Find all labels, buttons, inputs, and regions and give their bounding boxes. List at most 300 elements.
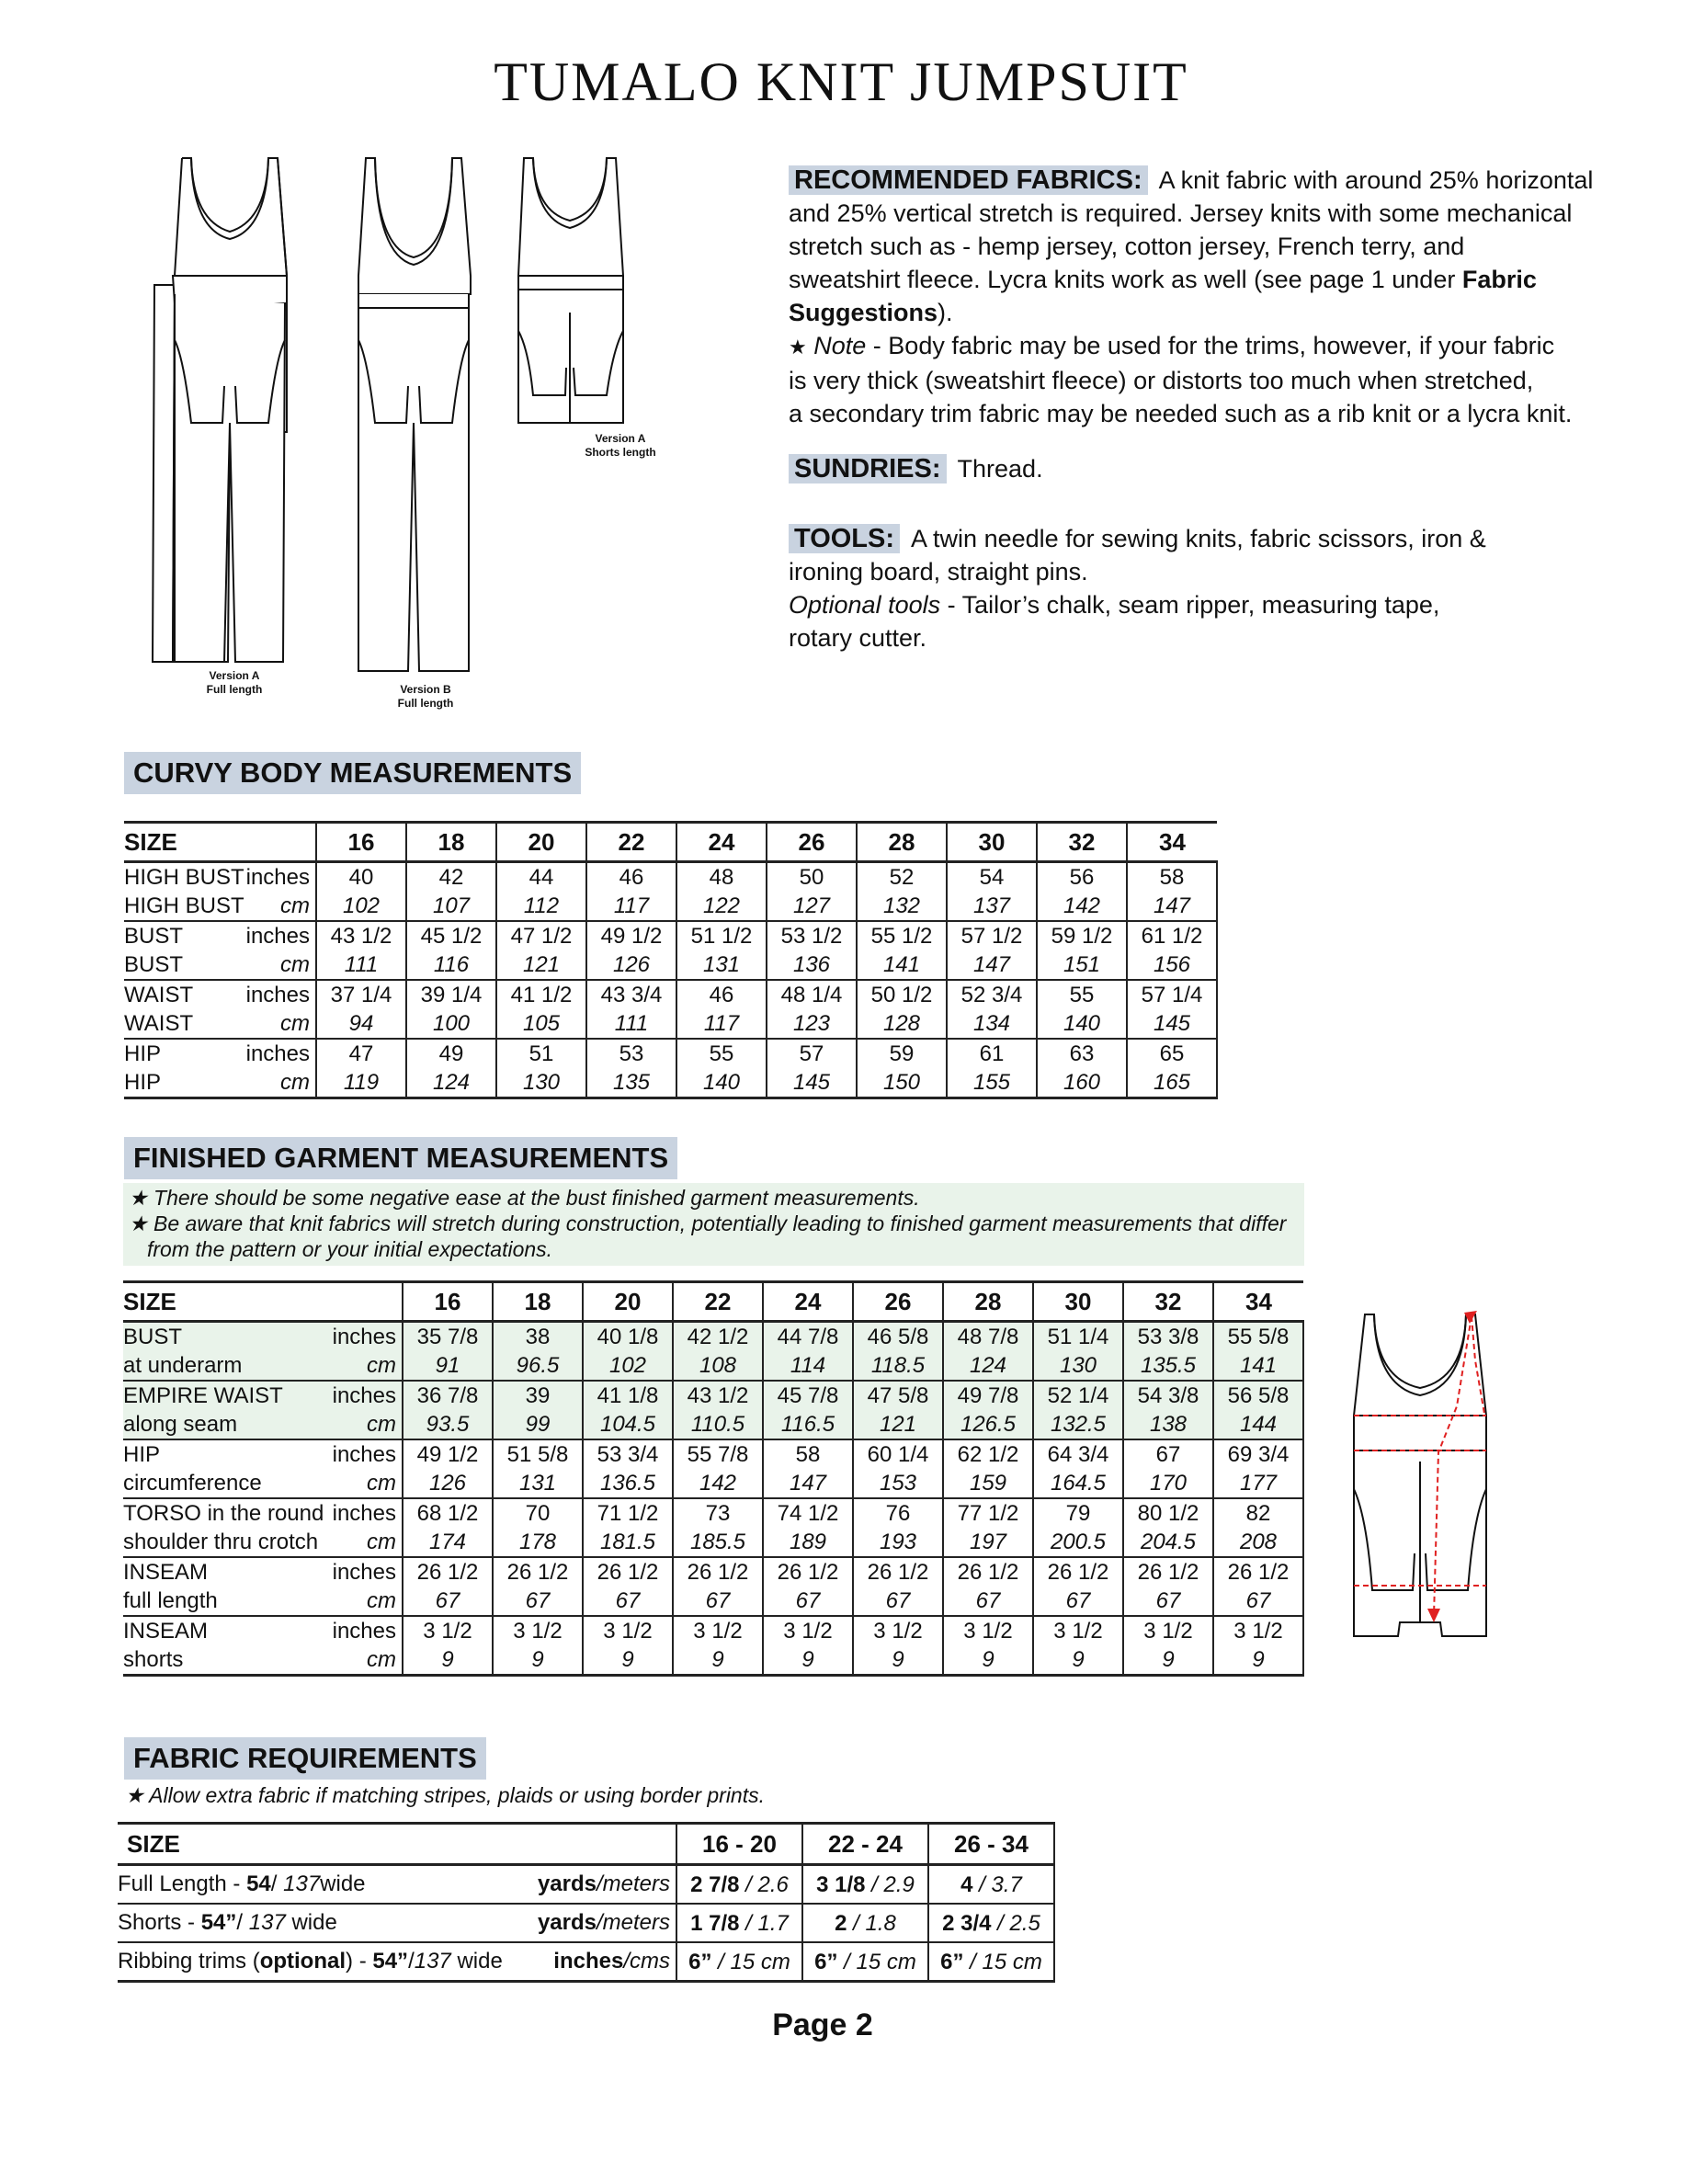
cell-value: 41 1/8: [583, 1381, 673, 1410]
cell-value: 50 1/2: [857, 980, 947, 1009]
cell-value: 55 7/8: [673, 1439, 763, 1469]
cell-value: 67: [583, 1587, 673, 1616]
row-unit: cm: [330, 1528, 403, 1557]
row-unit: inches: [245, 864, 310, 890]
cell-value: 61: [947, 1039, 1037, 1068]
cell-value: 67: [673, 1587, 763, 1616]
table-row: [123, 1410, 1303, 1439]
cell-value: 104.5: [583, 1410, 673, 1439]
cell-value: 114: [763, 1351, 853, 1381]
row-label: WAIST: [124, 982, 194, 1007]
table-row: [123, 1528, 1303, 1557]
cell-value: 185.5: [673, 1528, 763, 1557]
cell-value: 136: [767, 950, 857, 980]
cell-value: 134: [947, 1009, 1037, 1039]
cell-value: 67: [1123, 1439, 1213, 1469]
cell-value: 100: [406, 1009, 496, 1039]
cell-value: 138: [1123, 1410, 1213, 1439]
cell-value: 82: [1213, 1498, 1303, 1528]
cell-value: 123: [767, 1009, 857, 1039]
cell-value: 118.5: [853, 1351, 943, 1381]
cell-value: 26 1/2: [1033, 1557, 1123, 1587]
cell-value: 200.5: [1033, 1528, 1123, 1557]
row-label: EMPIRE WAIST: [123, 1381, 330, 1410]
fabric-row-label: Full Length - 54/ 137wide: [118, 1871, 366, 1896]
cell-value: 38: [493, 1322, 583, 1352]
row-unit: inches: [332, 1618, 396, 1644]
cell-value: 112: [496, 892, 586, 921]
cell-value: 204.5: [1123, 1528, 1213, 1557]
page-title: TUMALO KNIT JUMPSUIT: [494, 51, 1188, 112]
cell-value: 56: [1037, 862, 1127, 893]
cell-value: 57: [767, 1039, 857, 1068]
cell-value: 107: [406, 892, 496, 921]
cell-value: 42 1/2: [673, 1322, 763, 1352]
cell-value: 49: [406, 1039, 496, 1068]
cell-value: 142: [1037, 892, 1127, 921]
table-row: [124, 1039, 1217, 1068]
row-label: HIP: [123, 1441, 161, 1467]
cell-value: 26 1/2: [583, 1557, 673, 1587]
cell-value: 208: [1213, 1528, 1303, 1557]
table-row: [124, 862, 1217, 893]
fabric-note: ★ Allow extra fabric if matching stripes, plaids or using border prints.: [125, 1783, 765, 1807]
table-row: [124, 921, 1217, 950]
cell-value: 26 1/2: [853, 1557, 943, 1587]
cell-value: 135.5: [1123, 1351, 1213, 1381]
table-row: [118, 1904, 1054, 1942]
cell-value: 26 1/2: [1213, 1557, 1303, 1587]
cell-value: 43 1/2: [316, 921, 406, 950]
cell-value: 130: [496, 1068, 586, 1098]
table-row: [124, 1009, 1217, 1039]
row-label: BUST: [124, 923, 184, 949]
cell-value: 43 1/2: [673, 1381, 763, 1410]
cell-value: 59 1/2: [1037, 921, 1127, 950]
cell-value: 127: [767, 892, 857, 921]
cell-value: 131: [676, 950, 767, 980]
body-measurements-table: SIZE 16 18 20 22 24 26 28 30 32 34 HIGH BUST inches 40 42 44 46 48 50 52 54 56 58 HIGH BUST cm 102 107 112 117 122 127 132 137 142 147 BUST inches 43 1/2 45 1/2 47 1/2 49 1/2 51 1/2 53 1/2 55 1/2 57 1/2 59 1/2 61 1/2 BUST cm 111 116 121 126 131 136 141 147 151 156 WAIST inches 37 1/4 39 1/4 41 1/2 43 3/4 46 48 1/4 50 1/2 52 3/4 55 57 1/4 WAIST cm 94 100 105 111 117 123 128 134 140 145 HIP inches 47 49 51 53 55 57 59 61 63 65 HIP cm 119 124 130 135 140 145 150 155 160 165: [124, 821, 1218, 1099]
garment-notes: ★ There should be some negative ease at the bust finished garment measurements. ★ Be aware that knit fabrics will stretch during construction, potentially leading to finished garment measurements that differ from the pattern or your initial expectations.: [123, 1183, 1304, 1266]
table-row: [123, 1557, 1303, 1587]
cell-value: 3 1/2: [673, 1616, 763, 1645]
cell-value: 96.5: [493, 1351, 583, 1381]
row-label: INSEAM: [123, 1618, 209, 1644]
cell-value: 77 1/2: [943, 1498, 1033, 1528]
cell-value: 9: [943, 1645, 1033, 1676]
version-b-full-drawing: [358, 158, 471, 671]
cell-value: 76: [853, 1498, 943, 1528]
version-a-full-drawing: [153, 158, 287, 662]
cell-value: 111: [316, 950, 406, 980]
fabric-cell: 2 / 1.8: [802, 1904, 928, 1942]
cell-value: 124: [406, 1068, 496, 1098]
table-row: [123, 1587, 1303, 1616]
cell-value: 160: [1037, 1068, 1127, 1098]
cell-value: 116: [406, 950, 496, 980]
cell-value: 41 1/2: [496, 980, 586, 1009]
cell-value: 9: [493, 1645, 583, 1676]
table-row: [123, 1322, 1303, 1352]
cell-value: 111: [586, 1009, 676, 1039]
cell-value: 57 1/2: [947, 921, 1037, 950]
cell-value: 132: [857, 892, 947, 921]
cell-value: 67: [853, 1587, 943, 1616]
cell-value: 189: [763, 1528, 853, 1557]
version-a-shorts-drawing: [518, 158, 623, 423]
row-unit: inches: [245, 982, 310, 1007]
cell-value: 156: [1127, 950, 1217, 980]
cell-value: 116.5: [763, 1410, 853, 1439]
cell-value: 140: [676, 1068, 767, 1098]
cell-value: 136.5: [583, 1469, 673, 1498]
cell-value: 3 1/2: [583, 1616, 673, 1645]
cell-value: 55 1/2: [857, 921, 947, 950]
fabric-requirements-heading: FABRIC REQUIREMENTS: [124, 1737, 486, 1780]
fabric-row-unit: yards/meters: [537, 1910, 670, 1935]
cell-value: 126: [586, 950, 676, 980]
fabric-row-label: Shorts - 54”/ 137 wide: [118, 1910, 337, 1935]
cell-value: 122: [676, 892, 767, 921]
row-label: HIGH BUST: [124, 864, 244, 890]
fabric-cell: 6” / 15 cm: [676, 1942, 802, 1982]
cell-value: 51 1/2: [676, 921, 767, 950]
cell-value: 91: [403, 1351, 493, 1381]
row-label: INSEAM: [123, 1559, 209, 1585]
cell-value: 3 1/2: [403, 1616, 493, 1645]
cell-value: 131: [493, 1469, 583, 1498]
cell-value: 55: [676, 1039, 767, 1068]
row-label: at underarm: [123, 1351, 330, 1381]
cell-value: 193: [853, 1528, 943, 1557]
cell-value: 45 7/8: [763, 1381, 853, 1410]
cell-value: 26 1/2: [943, 1557, 1033, 1587]
table-row: [124, 950, 1217, 980]
row-label: shoulder thru crotch: [123, 1528, 330, 1557]
cell-value: 73: [673, 1498, 763, 1528]
measurement-diagram: [1347, 1305, 1549, 1645]
row-unit: inches: [330, 1322, 403, 1352]
cell-value: 50: [767, 862, 857, 893]
cell-value: 159: [943, 1469, 1033, 1498]
cell-value: 46 5/8: [853, 1322, 943, 1352]
cell-value: 9: [763, 1645, 853, 1676]
row-label: along seam: [123, 1410, 330, 1439]
cell-value: 54: [947, 862, 1037, 893]
cell-value: 93.5: [403, 1410, 493, 1439]
cell-value: 67: [943, 1587, 1033, 1616]
cell-value: 63: [1037, 1039, 1127, 1068]
cell-value: 102: [583, 1351, 673, 1381]
fabric-cell: 6” / 15 cm: [802, 1942, 928, 1982]
caption-version-b-full: Version B Full length: [397, 683, 454, 710]
cell-value: 67: [763, 1587, 853, 1616]
cell-value: 26 1/2: [763, 1557, 853, 1587]
cell-value: 3 1/2: [763, 1616, 853, 1645]
sundries-heading: SUNDRIES:: [789, 454, 947, 483]
cell-value: 48: [676, 862, 767, 893]
cell-value: 102: [316, 892, 406, 921]
cell-value: 52: [857, 862, 947, 893]
table-row: [123, 1351, 1303, 1381]
cell-value: 145: [1127, 1009, 1217, 1039]
cell-value: 64 3/4: [1033, 1439, 1123, 1469]
cell-value: 9: [1213, 1645, 1303, 1676]
cell-value: 121: [853, 1410, 943, 1439]
cell-value: 147: [763, 1469, 853, 1498]
row-unit: cm: [330, 1410, 403, 1439]
fabric-cell: 1 7/8 / 1.7: [676, 1904, 802, 1942]
cell-value: 51 1/4: [1033, 1322, 1123, 1352]
cell-value: 60 1/4: [853, 1439, 943, 1469]
cell-value: 3 1/2: [943, 1616, 1033, 1645]
cell-value: 170: [1123, 1469, 1213, 1498]
cell-value: 55 5/8: [1213, 1322, 1303, 1352]
cell-value: 105: [496, 1009, 586, 1039]
cell-value: 42: [406, 862, 496, 893]
row-label: circumference: [123, 1469, 330, 1498]
cell-value: 48 7/8: [943, 1322, 1033, 1352]
cell-value: 39 1/4: [406, 980, 496, 1009]
cell-value: 142: [673, 1469, 763, 1498]
cell-value: 47 5/8: [853, 1381, 943, 1410]
cell-value: 71 1/2: [583, 1498, 673, 1528]
cell-value: 9: [1123, 1645, 1213, 1676]
row-label: TORSO in the round: [123, 1500, 324, 1526]
cell-value: 39: [493, 1381, 583, 1410]
caption-version-a-shorts: Version A Shorts length: [585, 432, 656, 459]
cell-value: 132.5: [1033, 1410, 1123, 1439]
cell-value: 181.5: [583, 1528, 673, 1557]
cell-value: 52 3/4: [947, 980, 1037, 1009]
fabric-cell: 2 3/4 / 2.5: [928, 1904, 1054, 1942]
cell-value: 144: [1213, 1410, 1303, 1439]
row-label: full length: [123, 1587, 330, 1616]
row-unit: inches: [332, 1441, 396, 1467]
cell-value: 178: [493, 1528, 583, 1557]
cell-value: 53 3/4: [583, 1439, 673, 1469]
fabric-cell: 2 7/8 / 2.6: [676, 1865, 802, 1905]
cell-value: 137: [947, 892, 1037, 921]
cell-value: 49 1/2: [586, 921, 676, 950]
cell-value: 67: [1123, 1587, 1213, 1616]
row-label: WAIST: [124, 1009, 245, 1039]
table-row: [123, 1645, 1303, 1676]
cell-value: 145: [767, 1068, 857, 1098]
table-row: [118, 1865, 1054, 1905]
cell-value: 67: [493, 1587, 583, 1616]
cell-value: 3 1/2: [1213, 1616, 1303, 1645]
row-unit: cm: [245, 1068, 316, 1098]
cell-value: 26 1/2: [1123, 1557, 1213, 1587]
cell-value: 65: [1127, 1039, 1217, 1068]
cell-value: 53 3/8: [1123, 1322, 1213, 1352]
fabric-row-unit: inches/cms: [553, 1949, 670, 1974]
cell-value: 9: [853, 1645, 943, 1676]
cell-value: 51 5/8: [493, 1439, 583, 1469]
cell-value: 140: [1037, 1009, 1127, 1039]
cell-value: 94: [316, 1009, 406, 1039]
row-unit: cm: [245, 892, 316, 921]
cell-value: 52 1/4: [1033, 1381, 1123, 1410]
cell-value: 59: [857, 1039, 947, 1068]
table-row: [124, 892, 1217, 921]
cell-value: 151: [1037, 950, 1127, 980]
cell-value: 53: [586, 1039, 676, 1068]
cell-value: 197: [943, 1528, 1033, 1557]
cell-value: 57 1/4: [1127, 980, 1217, 1009]
fabric-cell: 6” / 15 cm: [928, 1942, 1054, 1982]
cell-value: 58: [1127, 862, 1217, 893]
cell-value: 3 1/2: [853, 1616, 943, 1645]
cell-value: 124: [943, 1351, 1033, 1381]
cell-value: 141: [1213, 1351, 1303, 1381]
cell-value: 45 1/2: [406, 921, 496, 950]
cell-value: 150: [857, 1068, 947, 1098]
page-number: Page 2: [772, 2008, 873, 2042]
cell-value: 35 7/8: [403, 1322, 493, 1352]
table-row: [123, 1616, 1303, 1645]
cell-value: 9: [403, 1645, 493, 1676]
cell-value: 141: [857, 950, 947, 980]
cell-value: 47 1/2: [496, 921, 586, 950]
cell-value: 67: [1033, 1587, 1123, 1616]
row-unit: inches: [332, 1500, 396, 1526]
cell-value: 126.5: [943, 1410, 1033, 1439]
cell-value: 9: [673, 1645, 763, 1676]
row-label: BUST: [124, 950, 245, 980]
cell-value: 108: [673, 1351, 763, 1381]
fabric-cell: 3 1/8 / 2.9: [802, 1865, 928, 1905]
cell-value: 48 1/4: [767, 980, 857, 1009]
cell-value: 47: [316, 1039, 406, 1068]
table-row: [123, 1469, 1303, 1498]
cell-value: 74 1/2: [763, 1498, 853, 1528]
cell-value: 49 1/2: [403, 1439, 493, 1469]
cell-value: 128: [857, 1009, 947, 1039]
cell-value: 62 1/2: [943, 1439, 1033, 1469]
cell-value: 58: [763, 1439, 853, 1469]
cell-value: 126: [403, 1469, 493, 1498]
cell-value: 121: [496, 950, 586, 980]
tools-heading: TOOLS:: [789, 524, 900, 553]
cell-value: 56 5/8: [1213, 1381, 1303, 1410]
cell-value: 49 7/8: [943, 1381, 1033, 1410]
cell-value: 26 1/2: [403, 1557, 493, 1587]
cell-value: 43 3/4: [586, 980, 676, 1009]
row-unit: cm: [330, 1587, 403, 1616]
table-row: [123, 1439, 1303, 1469]
cell-value: 135: [586, 1068, 676, 1098]
table-row: [124, 1068, 1217, 1098]
fabric-row-label: Ribbing trims (optional) - 54”/137 wide: [118, 1949, 503, 1974]
cell-value: 117: [586, 892, 676, 921]
cell-value: 69 3/4: [1213, 1439, 1303, 1469]
row-label: HIGH BUST: [124, 892, 245, 921]
cell-value: 119: [316, 1068, 406, 1098]
cell-value: 3 1/2: [1123, 1616, 1213, 1645]
cell-value: 46: [586, 862, 676, 893]
cell-value: 26 1/2: [673, 1557, 763, 1587]
cell-value: 55: [1037, 980, 1127, 1009]
fabric-cell: 4 / 3.7: [928, 1865, 1054, 1905]
cell-value: 51: [496, 1039, 586, 1068]
table-row: [123, 1381, 1303, 1410]
garment-measurements-table: SIZE 16 18 20 22 24 26 28 30 32 34 BUST inches 35 7/8 38 40 1/8 42 1/2 44 7/8 46 5/8 48 7/8 51 1/4 53 3/8 55 5/8 at underarm cm 91 96.5 102 108 114 118.5 124 130 135.5 141 EMPIRE WAIST inches 36 7/8 39 41 1/8 43 1/2 45 7/8 47 5/8 49 7/8 52 1/4 54 3/8 56 5/8 along seam cm 93.5 99 104.5 110.5 116.5 121 126.5 132.5 138 144 HIP inches 49 1/2 51 5/8 53 3/4 55 7/8 58 60 1/4 62 1/2 64 3/4 67 69 3/4 circumference cm 126 131 136.5 142 147 153 159 164.5 170 177 TORSO in the round inches 68 1/2 70 71 1/2 73 74 1/2 76 77 1/2 79 80 1/2 82 shoulder thru crotch cm 174 178 181.5 185.5 189 193 197 200.5 204.5 208 INSEAM inches 26 1/2 26 1/2 26 1/2 26 1/2 26 1/2 26 1/2 26 1/2 26 1/2 26 1/2 26 1/2 full length cm 67 67 67 67 67 67 67 67 67 67 INSEAM inches 3 1/2 3 1/2 3 1/2 3 1/2 3 1/2 3 1/2 3 1/2 3 1/2 3 1/2 3 1/2 shorts cm 9 9 9 9 9 9 9 9 9 9: [123, 1280, 1304, 1677]
cell-value: 130: [1033, 1351, 1123, 1381]
cell-value: 165: [1127, 1068, 1217, 1098]
row-label: HIP: [124, 1041, 162, 1066]
garment-measurements-heading: FINISHED GARMENT MEASUREMENTS: [124, 1137, 677, 1179]
row-unit: cm: [245, 950, 316, 980]
cell-value: 54 3/8: [1123, 1381, 1213, 1410]
cell-value: 40: [316, 862, 406, 893]
row-unit: inches: [245, 923, 310, 949]
fabric-requirements-table: SIZE 16 - 20 22 - 24 26 - 34 Full Length - 54/ 137wide yards/meters 2 7/8 / 2.6 3 1/8 / 2.9 4 / 3.7 Shorts - 54”/ 137 wide yards/meters 1 7/8 / 1.7 2 / 1.8 2 3/4 / 2.5 Ribbing trims (optional) - 54”/137 wide inches/cms 6” / 15 cm 6” / 15 cm 6” / 15 cm: [118, 1822, 1055, 1983]
cell-value: 68 1/2: [403, 1498, 493, 1528]
cell-value: 147: [947, 950, 1037, 980]
table-row: [124, 980, 1217, 1009]
row-label: shorts: [123, 1645, 330, 1676]
fabrics-description: RECOMMENDED FABRICS: A knit fabric with around 25% horizontal and 25% vertical stretch is required. Jersey knits with some mechanical stretch such as - hemp jersey, cotton jersey, French terry, and sweatshirt fleece. Lycra knits work as well (see page 1 under Fabric Suggestions). ★ Note - Body fabric may be used for the trims, however, if your fabric is very thick (sweatshirt fleece) or distorts too much when stretched, a secondary trim fabric may be needed such as a rib knit or a lycra knit. SUNDRIES: Thread. TOOLS: A twin needle for sewing knits, fabric scissors, iron & ironing board, straight pins. Optional tools - Tailor’s chalk, seam ripper, measuring tape, rotary cutter.: [789, 165, 1594, 652]
cell-value: 99: [493, 1410, 583, 1439]
cell-value: 46: [676, 980, 767, 1009]
row-unit: cm: [330, 1469, 403, 1498]
cell-value: 174: [403, 1528, 493, 1557]
cell-value: 147: [1127, 892, 1217, 921]
row-unit: cm: [330, 1645, 403, 1676]
cell-value: 80 1/2: [1123, 1498, 1213, 1528]
cell-value: 153: [853, 1469, 943, 1498]
row-unit: inches: [330, 1381, 403, 1410]
cell-value: 36 7/8: [403, 1381, 493, 1410]
caption-version-a-full: Version A Full length: [206, 669, 263, 696]
cell-value: 67: [1213, 1587, 1303, 1616]
cell-value: 110.5: [673, 1410, 763, 1439]
cell-value: 3 1/2: [493, 1616, 583, 1645]
row-unit: cm: [245, 1009, 316, 1039]
fabrics-heading: RECOMMENDED FABRICS:: [789, 165, 1148, 195]
star-icon: ★: [789, 336, 807, 358]
row-unit: inches: [332, 1559, 396, 1585]
cell-value: 44: [496, 862, 586, 893]
cell-value: 177: [1213, 1469, 1303, 1498]
cell-value: 40 1/8: [583, 1322, 673, 1352]
cell-value: 53 1/2: [767, 921, 857, 950]
cell-value: 3 1/2: [1033, 1616, 1123, 1645]
cell-value: 164.5: [1033, 1469, 1123, 1498]
cell-value: 26 1/2: [493, 1557, 583, 1587]
cell-value: 155: [947, 1068, 1037, 1098]
row-unit: inches: [245, 1041, 310, 1066]
table-row: [118, 1942, 1054, 1982]
cell-value: 37 1/4: [316, 980, 406, 1009]
table-row: [123, 1498, 1303, 1528]
cell-value: 61 1/2: [1127, 921, 1217, 950]
cell-value: 44 7/8: [763, 1322, 853, 1352]
row-label: HIP: [124, 1068, 245, 1098]
row-label: BUST: [123, 1322, 330, 1352]
cell-value: 67: [403, 1587, 493, 1616]
cell-value: 9: [1033, 1645, 1123, 1676]
body-measurements-heading: CURVY BODY MEASUREMENTS: [124, 752, 581, 794]
cell-value: 9: [583, 1645, 673, 1676]
cell-value: 79: [1033, 1498, 1123, 1528]
row-unit: cm: [330, 1351, 403, 1381]
cell-value: 117: [676, 1009, 767, 1039]
fabric-row-unit: yards/meters: [537, 1871, 670, 1896]
cell-value: 70: [493, 1498, 583, 1528]
